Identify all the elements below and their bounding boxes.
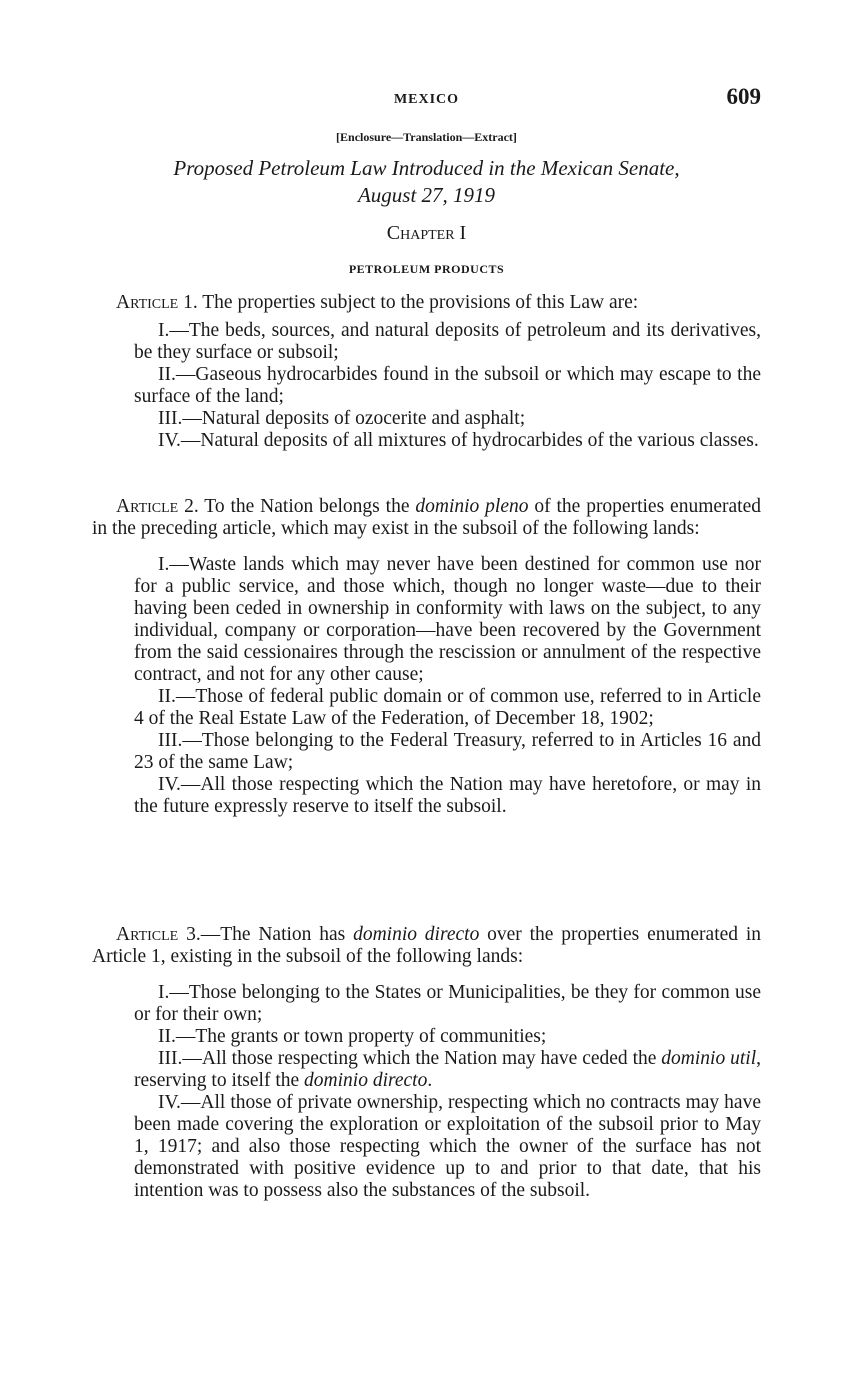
item-emphasis: dominio util — [661, 1048, 757, 1069]
title-line-2: August 27, 1919 — [357, 183, 496, 207]
running-title: MEXICO — [393, 92, 460, 107]
list-item — [134, 1048, 761, 1092]
list-item: III.—Natural deposits of ozocerite and asphalt; — [158, 408, 526, 429]
item-text: . — [427, 1070, 433, 1091]
article-2-lead — [92, 496, 761, 540]
chapter-heading: Chapter I — [386, 222, 467, 244]
article-3-emphasis: dominio directo — [353, 924, 480, 945]
enclosure-note: [Enclosure—Translation—Extract] — [336, 130, 517, 144]
article-3-lead — [92, 924, 761, 968]
list-item: IV.—Natural deposits of all mixtures of hydrocarbides of the various classes. — [158, 430, 759, 451]
list-item: IV.—All those of private ownership, respecting which no contracts may have been made covering the exploration or exploitation of the subsoil prior to May 1, 1917; and also those respecting which the owner of the surface has not demonstrated with positive evidence up to and prior to that date, that his intention was to possess also the substances of the subsoil. — [134, 1092, 761, 1201]
article-2-text-before: 2. To the Nation belongs the — [178, 496, 416, 517]
running-header — [0, 84, 853, 112]
article-3-items — [92, 982, 761, 1202]
list-item: I.—The beds, sources, and natural deposits of petroleum and its derivatives, be they surface or subsoil; — [134, 320, 761, 363]
article-1-lead — [92, 292, 761, 314]
article-3-text-before: 3.—The Nation has — [178, 924, 354, 945]
article-2-items — [92, 554, 761, 818]
item-text: , reserving to itself the — [134, 1048, 761, 1091]
item-emphasis: dominio directo — [304, 1070, 428, 1091]
article-1-text: 1. The properties subject to the provisions of this Law are: — [178, 292, 639, 313]
article-3 — [92, 924, 761, 1202]
list-item: I.—Those belonging to the States or Municipalities, be they for common use or for their own; — [134, 982, 761, 1025]
article-2-text-after: of the properties enumerated in the preceding article, which may exist in the subsoil of the following lands: — [92, 496, 761, 539]
title-line-1: Proposed Petroleum Law Introduced in the Mexican Senate, — [173, 156, 680, 180]
document-title — [90, 155, 763, 209]
article-2-emphasis: dominio pleno — [415, 496, 529, 517]
list-item: II.—Gaseous hydrocarbides found in the subsoil or which may escape to the surface of the land; — [134, 364, 761, 407]
article-label: Article — [116, 292, 179, 313]
page-number: 609 — [726, 84, 761, 109]
item-text: III.—All those respecting which the Nation may have ceded the — [158, 1048, 662, 1069]
list-item: IV.—All those respecting which the Nation may have heretofore, or may in the future expressly reserve to itself the subsoil. — [134, 774, 761, 817]
article-2 — [92, 496, 761, 818]
list-item: II.—Those of federal public domain or of common use, referred to in Article 4 of the Real Estate Law of the Federation, of December 18, 1902; — [134, 686, 761, 729]
article-label: Article — [116, 924, 179, 945]
article-3-text-after: over the properties enumerated in Article 1, existing in the subsoil of the following lands: — [92, 924, 762, 967]
article-1 — [92, 292, 761, 452]
section-heading: PETROLEUM PRODUCTS — [348, 262, 505, 276]
list-item: III.—Those belonging to the Federal Treasury, referred to in Articles 16 and 23 of the same Law; — [134, 730, 761, 773]
list-item: II.—The grants or town property of communities; — [158, 1026, 547, 1047]
article-label: Article — [116, 496, 179, 517]
article-1-items — [92, 320, 761, 452]
list-item: I.—Waste lands which may never have been destined for common use nor for a public service, and those which, though no longer waste—due to their having been ceded in ownership in conformity with laws on the subject, to any individual, company or corporation—have been recovered by the Government from the said cessionaires through the rescission or annulment of the respective contract, and not for any other cause; — [134, 554, 761, 685]
